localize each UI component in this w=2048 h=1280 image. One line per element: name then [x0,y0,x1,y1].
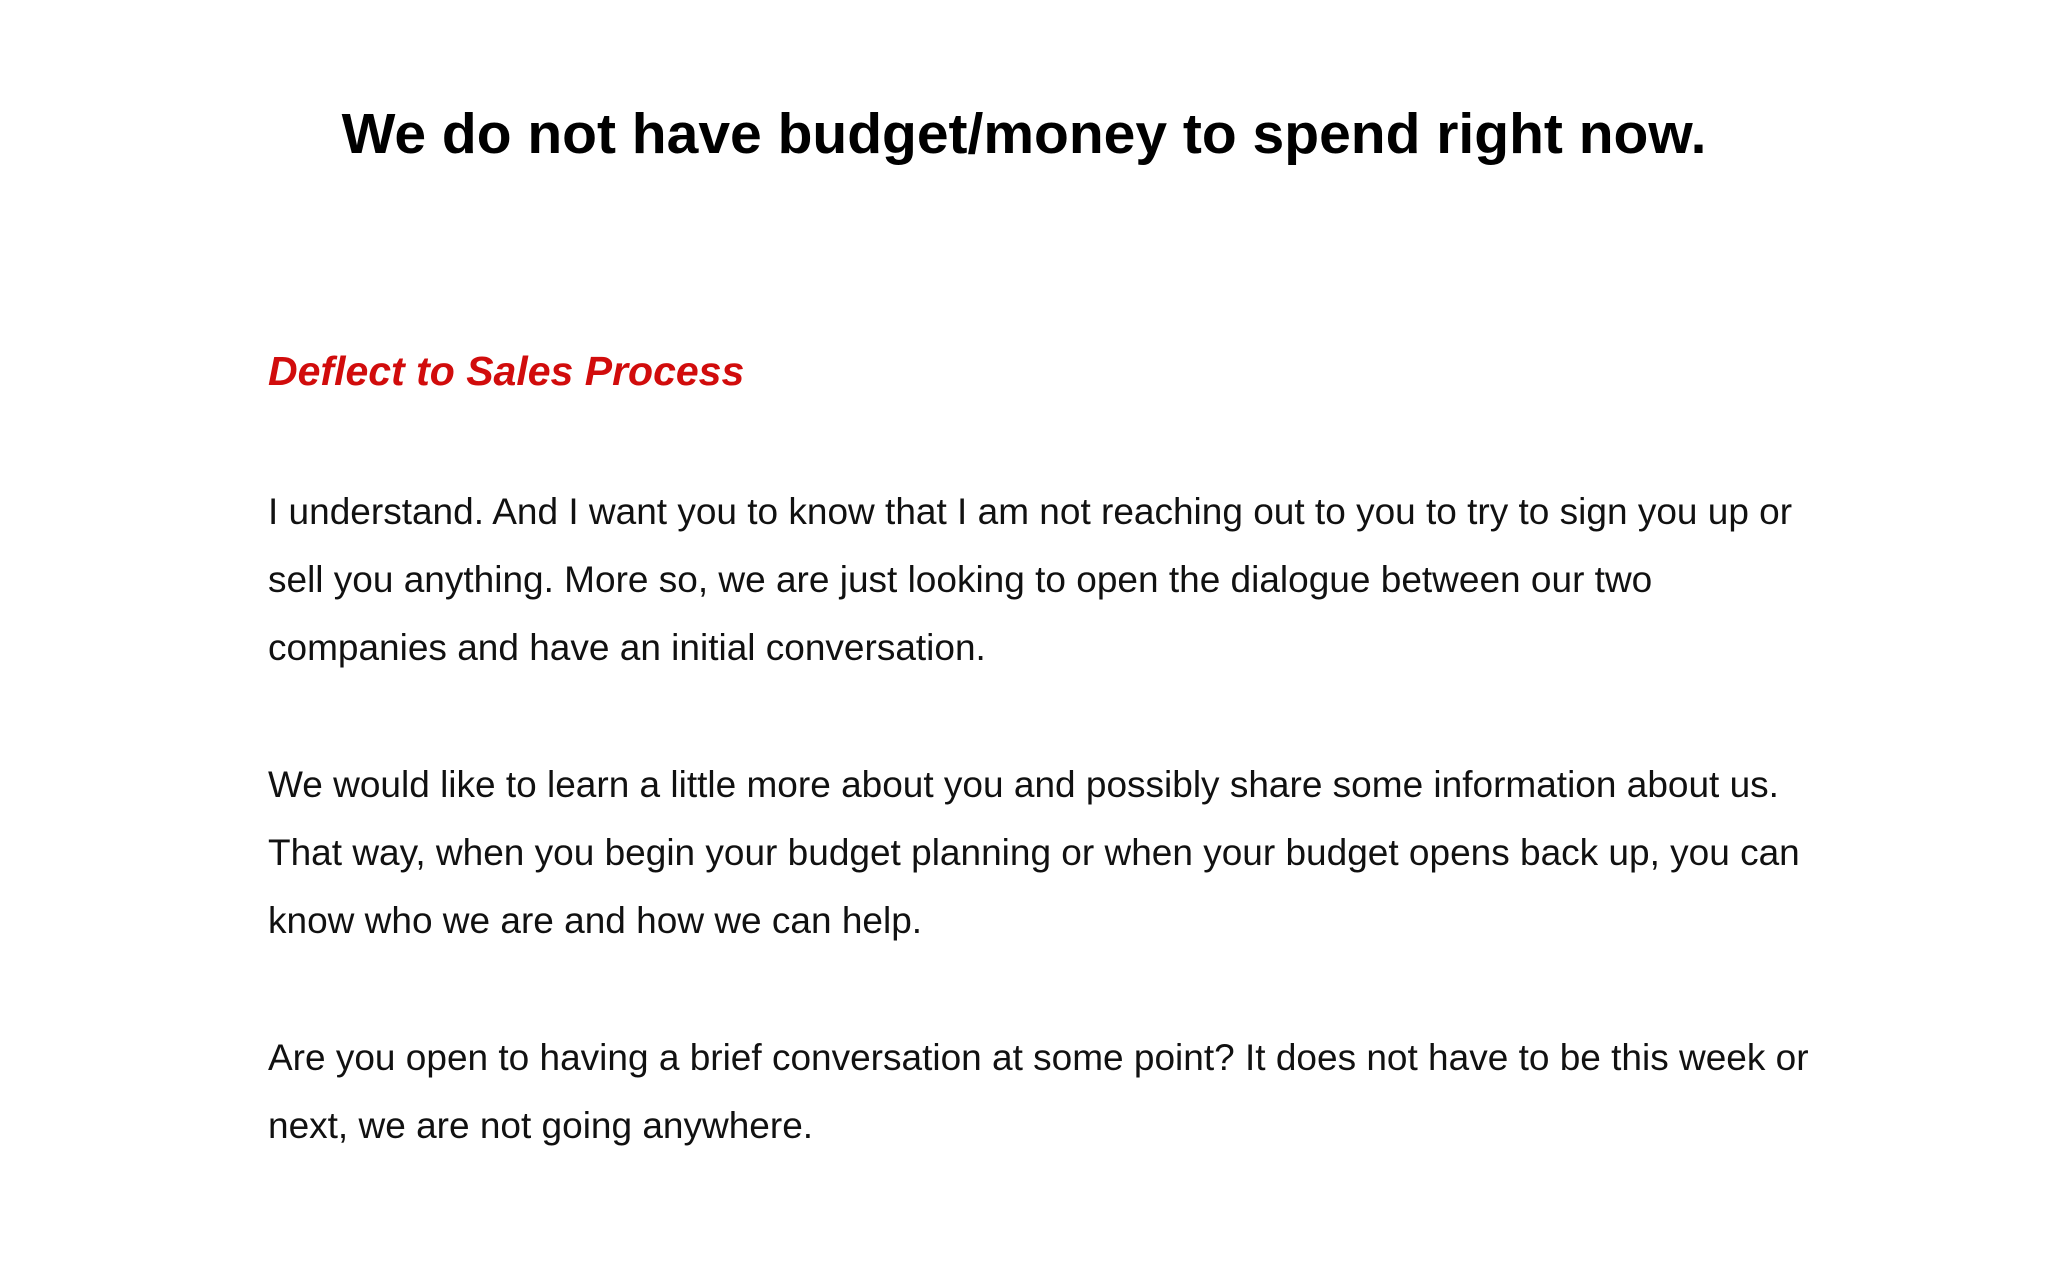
paragraph-open-to-conversation: Are you open to having a brief conversation at some point? It does not have to be this week or next, we are not going anywhere. [268,1037,1809,1146]
section-heading: Deflect to Sales Process [268,348,745,394]
paragraph-learn-more: We would like to learn a little more about you and possibly share some information about us. That way, when you begin your budget planning or when your budget opens back up, you can know who we are and how we can help. [268,764,1800,941]
document-body [268,336,1828,1160]
page-title: We do not have budget/money to spend right now. [341,102,1707,166]
paragraph-understand: I understand. And I want you to know that I am not reaching out to you to try to sign you up or sell you anything. More so, we are just looking to open the dialogue between our two companies and have an initial conversation. [268,491,1793,668]
